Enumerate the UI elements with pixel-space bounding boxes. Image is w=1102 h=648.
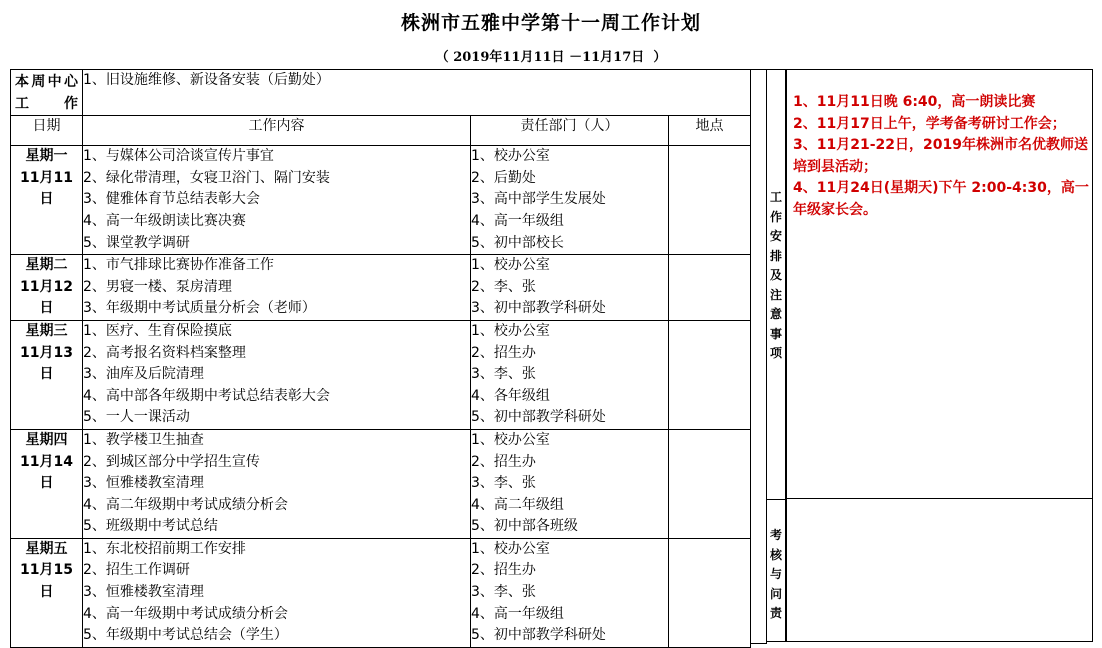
- dept-item: 2、李、张: [471, 278, 536, 295]
- tasks-cell: [83, 429, 471, 538]
- day-cell: [11, 255, 83, 321]
- tasks-cell: [83, 146, 471, 255]
- task-item: 4、高中部各年级期中考试总结表彰大会: [83, 387, 330, 404]
- task-item: 1、与媒体公司洽谈宣传片事宜: [83, 148, 274, 165]
- dept-cell: [471, 320, 669, 429]
- task-item: 5、一人一课活动: [83, 409, 190, 426]
- task-item: 1、教学楼卫生抽查: [83, 431, 204, 448]
- task-item: 2、招生工作调研: [83, 562, 190, 579]
- day-rows: [11, 146, 751, 648]
- dept-item: 5、初中部各班级: [471, 518, 578, 535]
- weekday: 星期四: [25, 431, 68, 448]
- dept-item: 2、招生办: [471, 562, 536, 579]
- day-cell: [11, 320, 83, 429]
- dept-item: 5、初中部教学科研处: [471, 627, 606, 644]
- day-row: [11, 538, 751, 647]
- task-item: 3、恒雅楼教室清理: [83, 584, 204, 601]
- weekday: 星期三: [25, 322, 68, 339]
- day-row: [11, 429, 751, 538]
- dept-item: 2、后勤处: [471, 169, 536, 186]
- focus-content: 1、旧设施维修、新设备安装（后勤处）: [83, 70, 751, 116]
- dept-item: 3、李、张: [471, 475, 536, 492]
- header-row: [11, 116, 751, 146]
- label-char: 考: [769, 528, 782, 542]
- task-item: 5、课堂教学调研: [83, 234, 190, 251]
- task-item: 2、男寝一楼、泵房清理: [83, 278, 232, 295]
- day-cell: [11, 146, 83, 255]
- task-item: 3、年级期中考试质量分析会（老师）: [83, 300, 316, 317]
- dept-item: 3、初中部教学科研处: [471, 300, 606, 317]
- task-item: 1、市气排球比赛协作准备工作: [83, 257, 274, 274]
- review-label-column: [766, 499, 786, 642]
- page-title: 株洲市五雅中学第十一周工作计划: [400, 12, 701, 34]
- place-cell: [669, 429, 751, 538]
- dept-item: 3、李、张: [471, 584, 536, 601]
- dept-item: 1、校办公室: [471, 431, 550, 448]
- dept-cell: [471, 255, 669, 321]
- dept-item: 2、招生办: [471, 453, 536, 470]
- note-item: 2、11月17日上午，学考备考研讨工作会；: [793, 115, 1066, 132]
- label-char: 排: [769, 248, 782, 263]
- tasks-cell: [83, 255, 471, 321]
- dept-item: 3、高中部学生发展处: [471, 191, 606, 208]
- notes-list: [793, 92, 1093, 221]
- label-char: 工: [769, 190, 782, 204]
- day-suffix: 日: [39, 475, 54, 492]
- task-item: 1、医疗、生育保险摸底: [83, 322, 232, 339]
- date: 11月12: [20, 278, 73, 295]
- task-item: 2、到城区部分中学招生宣传: [83, 453, 260, 470]
- label-char: 责: [769, 606, 782, 620]
- dept-item: 4、各年级组: [471, 387, 550, 404]
- label-char: 与: [769, 567, 782, 581]
- place-cell: [669, 255, 751, 321]
- weekday: 星期一: [25, 148, 68, 165]
- day-suffix: 日: [39, 584, 54, 601]
- dept-item: 1、校办公室: [471, 257, 550, 274]
- header-date: 日期: [11, 116, 83, 146]
- dept-item: 5、初中部教学科研处: [471, 409, 606, 426]
- dept-item: 5、初中部校长: [471, 234, 564, 251]
- day-suffix: 日: [39, 300, 54, 317]
- dept-item: 1、校办公室: [471, 148, 550, 165]
- arrangement-label: [766, 188, 786, 364]
- note-item: 1、11月11日晚 6:40，高一朗读比赛: [793, 94, 1036, 110]
- label-char: 及: [769, 268, 782, 282]
- date-range-text: （ 2019年11月11日 －11月17日 ）: [435, 50, 667, 65]
- day-suffix: 日: [39, 191, 54, 208]
- day-row: [11, 320, 751, 429]
- focus-row: [11, 70, 751, 116]
- date: 11月11: [20, 169, 73, 186]
- task-item: 3、油库及后院清理: [83, 366, 204, 383]
- note-item: 4、11月24日(星期天)下午 2:00-4:30，高一年级家长会。: [793, 180, 1089, 218]
- dept-cell: [471, 429, 669, 538]
- label-char: 安: [769, 229, 782, 243]
- task-item: 4、高一年级朗读比赛决赛: [83, 212, 246, 229]
- dept-item: 4、高一年级组: [471, 212, 564, 229]
- work-plan-table: [10, 69, 751, 648]
- separator-column: [750, 69, 767, 644]
- header-place: 地点: [669, 116, 751, 146]
- label-char: 项: [769, 346, 782, 360]
- notes-panel: [786, 69, 1093, 499]
- task-item: 3、健雅体育节总结表彰大会: [83, 191, 260, 208]
- task-item: 2、高考报名资料档案整理: [83, 344, 246, 361]
- focus-label-text: 本周中心工作: [15, 74, 78, 112]
- dept-cell: [471, 538, 669, 647]
- place-cell: [669, 146, 751, 255]
- label-char: 注: [769, 287, 782, 302]
- label-char: 问: [769, 586, 782, 601]
- task-item: 2、绿化带清理，女寝卫浴门、隔门安装: [83, 169, 330, 186]
- label-char: 作: [769, 209, 782, 224]
- day-cell: [11, 538, 83, 647]
- task-item: 1、东北校招前期工作安排: [83, 540, 246, 557]
- label-char: 事: [769, 326, 782, 341]
- day-suffix: 日: [39, 366, 54, 383]
- arrangement-label-column: [766, 69, 786, 499]
- dept-item: 1、校办公室: [471, 540, 550, 557]
- label-char: 意: [769, 307, 782, 321]
- note-item: 3、11月21-22日，2019年株洲市名优教师送培到县活动；: [793, 137, 1088, 175]
- task-item: 3、恒雅楼教室清理: [83, 475, 204, 492]
- day-row: [11, 255, 751, 321]
- day-row: [11, 146, 751, 255]
- weekday: 星期二: [25, 257, 68, 274]
- header-dept: 责任部门（人）: [471, 116, 669, 146]
- dept-item: 2、招生办: [471, 344, 536, 361]
- dept-item: 3、李、张: [471, 366, 536, 383]
- task-item: 4、高一年级期中考试成绩分析会: [83, 605, 288, 622]
- header-content: 工作内容: [83, 116, 471, 146]
- date: 11月15: [20, 562, 73, 579]
- dept-item: 1、校办公室: [471, 322, 550, 339]
- tasks-cell: [83, 320, 471, 429]
- weekday: 星期五: [25, 540, 68, 557]
- date: 11月13: [20, 344, 73, 361]
- dept-item: 4、高二年级组: [471, 496, 564, 513]
- place-cell: [669, 538, 751, 647]
- task-item: 5、年级期中考试总结会（学生）: [83, 627, 288, 644]
- day-cell: [11, 429, 83, 538]
- place-cell: [669, 320, 751, 429]
- dept-item: 4、高一年级组: [471, 605, 564, 622]
- task-item: 4、高二年级期中考试成绩分析会: [83, 496, 288, 513]
- dept-cell: [471, 146, 669, 255]
- review-label: [766, 526, 786, 624]
- date-range: [0, 46, 1102, 65]
- label-char: 核: [769, 547, 782, 562]
- task-item: 5、班级期中考试总结: [83, 518, 218, 535]
- focus-label: [11, 70, 83, 116]
- date: 11月14: [20, 453, 73, 470]
- tasks-cell: [83, 538, 471, 647]
- review-panel: [786, 499, 1093, 642]
